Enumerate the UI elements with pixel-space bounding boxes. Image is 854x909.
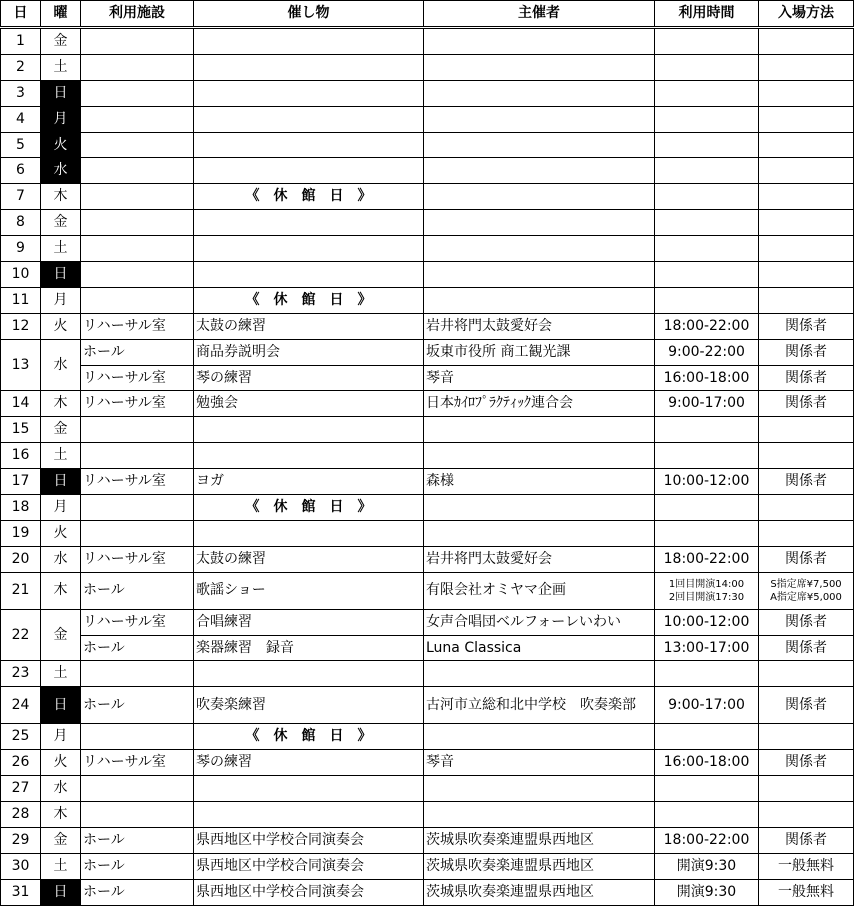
organizer-cell: [424, 80, 655, 106]
day-cell: 19: [1, 520, 41, 546]
day-cell: 11: [1, 287, 41, 313]
entry-cell: 関係者: [759, 391, 854, 417]
facility-cell: リハーサル室: [81, 391, 194, 417]
table-row: [1, 750, 854, 776]
event-cell: 県西地区中学校合同演奏会: [194, 827, 424, 853]
entry-cell: 関係者: [759, 827, 854, 853]
dow-cell: 土: [41, 54, 81, 80]
dow-cell: 金: [41, 210, 81, 236]
day-cell: 26: [1, 750, 41, 776]
organizer-cell: 茨城県吹奏楽連盟県西地区: [424, 827, 655, 853]
table-row: [1, 520, 854, 546]
facility-cell: リハーサル室: [81, 750, 194, 776]
table-row: [1, 469, 854, 495]
dow-cell: 土: [41, 443, 81, 469]
day-cell: 17: [1, 469, 41, 495]
day-cell: 27: [1, 776, 41, 802]
organizer-cell: [424, 661, 655, 687]
table-row: [1, 609, 854, 635]
event-cell: 琴の練習: [194, 365, 424, 391]
facility-cell: [81, 287, 194, 313]
time-cell: [655, 802, 759, 828]
event-cell: 県西地区中学校合同演奏会: [194, 853, 424, 879]
event-cell: [194, 776, 424, 802]
event-cell: 太鼓の練習: [194, 313, 424, 339]
facility-cell: ホール: [81, 879, 194, 905]
table-row: [1, 184, 854, 210]
facility-cell: リハーサル室: [81, 313, 194, 339]
time-cell: [655, 443, 759, 469]
organizer-cell: [424, 106, 655, 132]
day-cell: 16: [1, 443, 41, 469]
facility-cell: [81, 184, 194, 210]
dow-cell: 月: [41, 724, 81, 750]
day-cell: 6: [1, 158, 41, 184]
dow-cell-holiday: 日: [41, 80, 81, 106]
table-row: [1, 495, 854, 521]
table-row: [1, 661, 854, 687]
organizer-cell: 日本ｶｲﾛﾌﾟﾗｸﾃｨｯｸ連合会: [424, 391, 655, 417]
time-cell: [655, 520, 759, 546]
table-row: [1, 80, 854, 106]
facility-cell: [81, 661, 194, 687]
event-cell: [194, 158, 424, 184]
facility-cell: リハーサル室: [81, 546, 194, 572]
dow-cell: 土: [41, 236, 81, 262]
event-cell: [194, 262, 424, 288]
dow-cell-holiday: 水: [41, 158, 81, 184]
day-cell: 3: [1, 80, 41, 106]
dow-cell: 火: [41, 520, 81, 546]
time-cell: [655, 158, 759, 184]
event-cell: [194, 80, 424, 106]
time-cell: 13:00-17:00: [655, 635, 759, 661]
ticket-price-a: A指定席¥5,000: [770, 591, 842, 603]
show-time-1: 1回目開演14:00: [668, 578, 745, 590]
time-cell: [655, 132, 759, 158]
day-cell: 25: [1, 724, 41, 750]
time-cell: [655, 236, 759, 262]
time-cell: 9:00-17:00: [655, 391, 759, 417]
dow-cell-holiday: 月: [41, 106, 81, 132]
organizer-cell: [424, 724, 655, 750]
day-cell: 9: [1, 236, 41, 262]
entry-cell: [759, 724, 854, 750]
time-cell: [655, 210, 759, 236]
event-cell: [194, 661, 424, 687]
facility-cell: [81, 776, 194, 802]
closed-day-label: 《 休 館 日 》: [194, 495, 424, 521]
organizer-cell: [424, 802, 655, 828]
facility-cell: [81, 236, 194, 262]
event-cell: 勉強会: [194, 391, 424, 417]
time-cell: [655, 495, 759, 521]
event-cell: 楽器練習 録音: [194, 635, 424, 661]
facility-cell: [81, 158, 194, 184]
day-cell: 13: [1, 339, 41, 391]
organizer-cell: [424, 262, 655, 288]
dow-cell: 水: [41, 546, 81, 572]
facility-cell: [81, 417, 194, 443]
facility-cell: [81, 54, 194, 80]
organizer-cell: [424, 210, 655, 236]
header-row: [1, 1, 854, 28]
time-cell: 16:00-18:00: [655, 365, 759, 391]
time-cell: 9:00-17:00: [655, 687, 759, 724]
facility-cell: リハーサル室: [81, 469, 194, 495]
organizer-cell: [424, 158, 655, 184]
day-cell: 15: [1, 417, 41, 443]
dow-cell-holiday: 日: [41, 879, 81, 905]
entry-cell: 関係者: [759, 365, 854, 391]
facility-cell: [81, 724, 194, 750]
event-cell: [194, 210, 424, 236]
facility-cell: [81, 495, 194, 521]
table-row: [1, 210, 854, 236]
facility-cell: ホール: [81, 853, 194, 879]
table-row: [1, 132, 854, 158]
entry-cell: [759, 54, 854, 80]
organizer-cell: 琴音: [424, 750, 655, 776]
event-cell: 太鼓の練習: [194, 546, 424, 572]
dow-cell: 土: [41, 853, 81, 879]
facility-cell: [81, 262, 194, 288]
organizer-cell: 有限会社オミヤマ企画: [424, 572, 655, 609]
table-row: [1, 339, 854, 365]
time-cell: 開演9:30: [655, 879, 759, 905]
dow-cell: 水: [41, 776, 81, 802]
organizer-cell: [424, 776, 655, 802]
organizer-cell: 茨城県吹奏楽連盟県西地区: [424, 853, 655, 879]
entry-cell: [759, 661, 854, 687]
time-cell: [655, 262, 759, 288]
time-cell: [655, 776, 759, 802]
facility-cell: [81, 106, 194, 132]
time-cell: 開演9:30: [655, 853, 759, 879]
day-cell: 18: [1, 495, 41, 521]
entry-cell: [759, 80, 854, 106]
day-cell: 7: [1, 184, 41, 210]
entry-cell: [759, 495, 854, 521]
header-time: 利用時間: [655, 1, 759, 28]
facility-cell: [81, 520, 194, 546]
table-row: [1, 443, 854, 469]
dow-cell: 水: [41, 339, 81, 391]
time-cell: [655, 287, 759, 313]
entry-cell: 関係者: [759, 469, 854, 495]
table-row: [1, 106, 854, 132]
header-dow: 曜: [41, 1, 81, 28]
organizer-cell: 森様: [424, 469, 655, 495]
header-day: 日: [1, 1, 41, 28]
organizer-cell: 古河市立総和北中学校 吹奏楽部: [424, 687, 655, 724]
organizer-cell: 岩井将門太鼓愛好会: [424, 313, 655, 339]
entry-cell: [759, 184, 854, 210]
dow-cell: 土: [41, 661, 81, 687]
event-cell: [194, 443, 424, 469]
event-cell: [194, 236, 424, 262]
event-cell: 琴の練習: [194, 750, 424, 776]
table-row: [1, 28, 854, 55]
organizer-cell: [424, 132, 655, 158]
day-cell: 20: [1, 546, 41, 572]
table-row: [1, 313, 854, 339]
day-cell: 2: [1, 54, 41, 80]
day-cell: 1: [1, 28, 41, 55]
dow-cell: 火: [41, 750, 81, 776]
day-cell: 22: [1, 609, 41, 661]
time-cell: [655, 106, 759, 132]
day-cell: 23: [1, 661, 41, 687]
table-row: [1, 262, 854, 288]
entry-cell: [759, 210, 854, 236]
table-row: [1, 287, 854, 313]
dow-cell-holiday: 火: [41, 132, 81, 158]
day-cell: 10: [1, 262, 41, 288]
organizer-cell: [424, 54, 655, 80]
entry-cell: 一般無料: [759, 853, 854, 879]
dow-cell: 金: [41, 28, 81, 55]
entry-cell: [759, 106, 854, 132]
organizer-cell: [424, 417, 655, 443]
day-cell: 5: [1, 132, 41, 158]
table-row: [1, 546, 854, 572]
entry-cell: 一般無料: [759, 879, 854, 905]
organizer-cell: [424, 520, 655, 546]
event-cell: 歌謡ショー: [194, 572, 424, 609]
table-row: [1, 853, 854, 879]
facility-cell: [81, 443, 194, 469]
facility-cell: [81, 802, 194, 828]
event-cell: [194, 54, 424, 80]
organizer-cell: [424, 443, 655, 469]
day-cell: 4: [1, 106, 41, 132]
organizer-cell: 茨城県吹奏楽連盟県西地区: [424, 879, 655, 905]
time-cell: 16:00-18:00: [655, 750, 759, 776]
facility-cell: [81, 28, 194, 55]
day-cell: 24: [1, 687, 41, 724]
table-row: [1, 572, 854, 609]
event-cell: [194, 106, 424, 132]
closed-day-label: 《 休 館 日 》: [194, 287, 424, 313]
header-organizer: 主催者: [424, 1, 655, 28]
organizer-cell: Luna Classica: [424, 635, 655, 661]
dow-cell-holiday: 日: [41, 469, 81, 495]
header-entry: 入場方法: [759, 1, 854, 28]
dow-cell: 木: [41, 391, 81, 417]
dow-cell: 木: [41, 572, 81, 609]
facility-cell: [81, 210, 194, 236]
table-row: [1, 417, 854, 443]
organizer-cell: [424, 236, 655, 262]
time-cell: [655, 54, 759, 80]
event-cell: [194, 132, 424, 158]
organizer-cell: [424, 287, 655, 313]
event-cell: ヨガ: [194, 469, 424, 495]
time-cell: 10:00-12:00: [655, 469, 759, 495]
entry-cell: [759, 262, 854, 288]
dow-cell: 月: [41, 287, 81, 313]
closed-day-label: 《 休 館 日 》: [194, 184, 424, 210]
entry-cell: [759, 443, 854, 469]
dow-cell-holiday: 日: [41, 262, 81, 288]
day-cell: 29: [1, 827, 41, 853]
dow-cell: 木: [41, 184, 81, 210]
day-cell: 28: [1, 802, 41, 828]
entry-cell: [759, 802, 854, 828]
event-cell: [194, 28, 424, 55]
table-row: [1, 54, 854, 80]
header-event: 催し物: [194, 1, 424, 28]
entry-cell: [759, 520, 854, 546]
time-cell: 10:00-12:00: [655, 609, 759, 635]
entry-cell: [759, 28, 854, 55]
facility-cell: ホール: [81, 687, 194, 724]
dow-cell: 木: [41, 802, 81, 828]
header-facility: 利用施設: [81, 1, 194, 28]
dow-cell: 金: [41, 417, 81, 443]
closed-day-label: 《 休 館 日 》: [194, 724, 424, 750]
time-cell: 18:00-22:00: [655, 827, 759, 853]
table-row: [1, 827, 854, 853]
entry-cell: 関係者: [759, 635, 854, 661]
event-cell: [194, 802, 424, 828]
entry-cell: 関係者: [759, 339, 854, 365]
event-cell: 吹奏楽練習: [194, 687, 424, 724]
show-time-2: 2回目開演17:30: [668, 591, 745, 603]
entry-cell: 関係者: [759, 609, 854, 635]
organizer-cell: [424, 495, 655, 521]
day-cell: 8: [1, 210, 41, 236]
facility-cell: リハーサル室: [81, 365, 194, 391]
table-row: [1, 236, 854, 262]
dow-cell: 月: [41, 495, 81, 521]
table-row: [1, 687, 854, 724]
entry-cell: [759, 236, 854, 262]
day-cell: 14: [1, 391, 41, 417]
dow-cell: 金: [41, 827, 81, 853]
time-cell: [655, 661, 759, 687]
dow-cell: 金: [41, 609, 81, 661]
organizer-cell: [424, 184, 655, 210]
organizer-cell: 琴音: [424, 365, 655, 391]
facility-cell: [81, 80, 194, 106]
event-cell: [194, 417, 424, 443]
time-cell: 9:00-22:00: [655, 339, 759, 365]
ticket-price-s: S指定席¥7,500: [770, 578, 842, 590]
time-cell: [655, 724, 759, 750]
facility-cell: ホール: [81, 572, 194, 609]
facility-cell: ホール: [81, 339, 194, 365]
time-cell: 18:00-22:00: [655, 313, 759, 339]
dow-cell-holiday: 日: [41, 687, 81, 724]
entry-cell: 関係者: [759, 750, 854, 776]
organizer-cell: 女声合唱団ベルフォーレいわい: [424, 609, 655, 635]
entry-cell: 関係者: [759, 687, 854, 724]
entry-cell: [759, 417, 854, 443]
entry-cell: 関係者: [759, 546, 854, 572]
entry-cell: [759, 572, 854, 609]
event-cell: [194, 520, 424, 546]
table-row: [1, 724, 854, 750]
organizer-cell: 岩井将門太鼓愛好会: [424, 546, 655, 572]
facility-cell: ホール: [81, 635, 194, 661]
table-row: [1, 802, 854, 828]
time-cell: [655, 184, 759, 210]
dow-cell: 火: [41, 313, 81, 339]
time-cell: [655, 572, 759, 609]
table-row: [1, 365, 854, 391]
facility-cell: リハーサル室: [81, 609, 194, 635]
time-cell: [655, 80, 759, 106]
facility-cell: ホール: [81, 827, 194, 853]
day-cell: 12: [1, 313, 41, 339]
table-row: [1, 635, 854, 661]
entry-cell: [759, 776, 854, 802]
table-row: [1, 391, 854, 417]
table-row: [1, 158, 854, 184]
organizer-cell: 坂東市役所 商工観光課: [424, 339, 655, 365]
organizer-cell: [424, 28, 655, 55]
event-cell: 商品券説明会: [194, 339, 424, 365]
table-row: [1, 776, 854, 802]
time-cell: 18:00-22:00: [655, 546, 759, 572]
entry-cell: [759, 158, 854, 184]
time-cell: [655, 417, 759, 443]
table-row: [1, 879, 854, 905]
event-cell: 県西地区中学校合同演奏会: [194, 879, 424, 905]
event-cell: 合唱練習: [194, 609, 424, 635]
time-cell: [655, 28, 759, 55]
facility-cell: [81, 132, 194, 158]
entry-cell: [759, 287, 854, 313]
day-cell: 31: [1, 879, 41, 905]
entry-cell: [759, 132, 854, 158]
day-cell: 30: [1, 853, 41, 879]
day-cell: 21: [1, 572, 41, 609]
entry-cell: 関係者: [759, 313, 854, 339]
